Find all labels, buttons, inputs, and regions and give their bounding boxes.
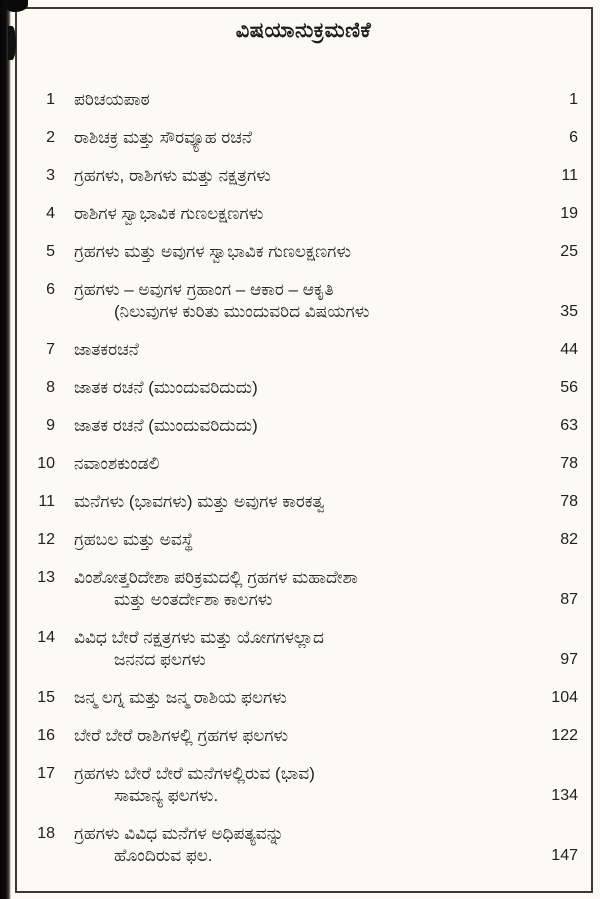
toc-entry	[29, 627, 578, 671]
toc-entry-title: ವಿವಿಧ ಬೇರೆ ನಕ್ಷತ್ರಗಳು ಮತ್ತು ಯೋಗಗಳಲ್ಲಾದ ಜನನದ ಫಲಗಳು	[74, 628, 324, 669]
toc-entry-title: ಗ್ರಹಬಲ ಮತ್ತು ಅವಸ್ಥೆ	[74, 530, 194, 549]
toc-entry	[29, 241, 578, 263]
toc-entry-page: 78	[560, 493, 578, 510]
toc-entry-number: 1	[46, 91, 55, 108]
toc-entry-number: 14	[37, 629, 55, 646]
toc-entry-page: 104	[551, 689, 578, 706]
toc-entry-number: 7	[46, 341, 55, 358]
toc-entry-number: 10	[37, 455, 55, 472]
toc-entry	[29, 203, 578, 225]
toc-entry-title: ಗ್ರಹಗಳು ವಿವಿಧ ಮನೆಗಳ ಅಧಿಪತ್ಯವನ್ನು ಹೊಂದಿರುವ ಫಲ.	[74, 824, 284, 865]
toc-entry-page: 1	[569, 91, 578, 108]
toc-entry-number: 11	[38, 493, 55, 510]
toc-entry-title: ಗ್ರಹಗಳು, ರಾಶಿಗಳು ಮತ್ತು ನಕ್ಷತ್ರಗಳು	[74, 166, 271, 185]
toc-entry-number: 5	[46, 243, 55, 260]
toc-entry-title: ಮನೆಗಳು (ಭಾವಗಳು) ಮತ್ತು ಅವುಗಳ ಕಾರಕತ್ವ	[74, 492, 325, 511]
page-title: ವಿಷಯಾನುಕ್ರಮಣಿಕೆ	[235, 19, 372, 42]
toc-entry	[29, 377, 578, 399]
toc-entry-page: 87	[560, 591, 578, 608]
toc-entry-title: ಜಾತಕ ರಚನೆ (ಮುಂದುವರಿದುದು)	[74, 378, 258, 397]
toc-entry-title: ಜನ್ಮ ಲಗ್ನ ಮತ್ತು ಜನ್ಮ ರಾಶಿಯ ಫಲಗಳು	[74, 688, 287, 707]
toc-entry	[29, 725, 578, 747]
toc-entry	[29, 491, 578, 513]
toc-entry	[29, 415, 578, 437]
toc-entry-page: 56	[560, 379, 578, 396]
toc-entry-title: ಜಾತಕರಚನೆ	[74, 340, 139, 359]
toc-entry-title: ರಾಶಿಗಳ ಸ್ವಾಭಾವಿಕ ಗುಣಲಕ್ಷಣಗಳು	[74, 204, 264, 223]
toc-entry-number: 6	[46, 281, 55, 298]
toc-list	[29, 89, 578, 867]
toc-entry-number: 8	[46, 379, 55, 396]
toc-entry-title: ಗ್ರಹಗಳು – ಅವುಗಳ ಗ್ರಹಾಂಗ – ಆಕಾರ – ಆಕೃತಿ (ನಿಲುವುಗಳ ಕುರಿತು ಮುಂದುವರಿದ ವಿಷಯಗಳು	[74, 280, 370, 321]
toc-entry	[29, 823, 578, 867]
toc-entry-number: 2	[46, 129, 55, 146]
scan-artifact-left	[8, 26, 16, 60]
toc-entry	[29, 529, 578, 551]
toc-entry-number: 18	[37, 825, 55, 842]
toc-entry	[29, 165, 578, 187]
toc-entry-title: ವಿಂಶೋತ್ತರಿದೇಶಾ ಪರಿಕ್ರಮದಲ್ಲಿ ಗ್ರಹಗಳ ಮಹಾದೇಶಾ ಮತ್ತು ಅಂತರ್ದೇಶಾ ಕಾಲಗಳು	[74, 568, 358, 609]
toc-entry-title: ಬೇರೆ ಬೇರೆ ರಾಶಿಗಳಲ್ಲಿ ಗ್ರಹಗಳ ಫಲಗಳು	[74, 726, 289, 745]
toc-entry-number: 15	[37, 689, 55, 706]
toc-entry	[29, 453, 578, 475]
toc-entry	[29, 687, 578, 709]
toc-entry-number: 13	[37, 569, 55, 586]
toc-entry-page: 134	[551, 787, 578, 804]
toc-entry-title: ಗ್ರಹಗಳು ಬೇರೆ ಬೇರೆ ಮನೆಗಳಲ್ಲಿರುವ (ಭಾವ) ಸಾಮಾನ್ಯ ಫಲಗಳು.	[74, 764, 315, 805]
toc-entry-page: 25	[560, 243, 578, 260]
toc-entry-page: 6	[569, 129, 578, 146]
toc-entry-page: 82	[560, 531, 578, 548]
toc-entry-number: 16	[37, 727, 55, 744]
toc-entry-number: 17	[37, 765, 55, 782]
toc-entry	[29, 127, 578, 149]
page-border-frame	[15, 7, 593, 893]
toc-entry	[29, 567, 578, 611]
toc-entry-title: ನವಾಂಶಕುಂಡಲಿ	[74, 454, 160, 473]
toc-entry-page: 11	[561, 167, 578, 184]
toc-entry-page: 97	[560, 651, 578, 668]
toc-entry-number: 3	[46, 167, 55, 184]
toc-entry-page: 63	[560, 417, 578, 434]
toc-entry-page: 147	[551, 847, 578, 864]
toc-entry	[29, 279, 578, 323]
toc-entry-title: ಗ್ರಹಗಳು ಮತ್ತು ಅವುಗಳ ಸ್ವಾಭಾವಿಕ ಗುಣಲಕ್ಷಣಗಳು	[74, 242, 352, 261]
toc-entry-page: 19	[560, 205, 578, 222]
toc-entry-title: ಪರಿಚಯಪಾಠ	[74, 90, 150, 109]
toc-entry-title: ಜಾತಕ ರಚನೆ (ಮುಂದುವರಿದುದು)	[74, 416, 258, 435]
toc-entry	[29, 89, 578, 111]
toc-entry	[29, 763, 578, 807]
toc-entry-title: ರಾಶಿಚಕ್ರ ಮತ್ತು ಸೌರವ್ಯೂಹ ರಚನೆ	[74, 128, 253, 147]
toc-entry-page: 35	[560, 303, 578, 320]
toc-entry-page: 44	[560, 341, 578, 358]
toc-entry-number: 12	[37, 531, 55, 548]
toc-entry-number: 9	[46, 417, 55, 434]
scan-edge-shadow	[0, 0, 11, 899]
toc-entry-page: 122	[551, 727, 578, 744]
toc-entry-page: 78	[560, 455, 578, 472]
toc-entry-number: 4	[46, 205, 55, 222]
toc-entry	[29, 339, 578, 361]
